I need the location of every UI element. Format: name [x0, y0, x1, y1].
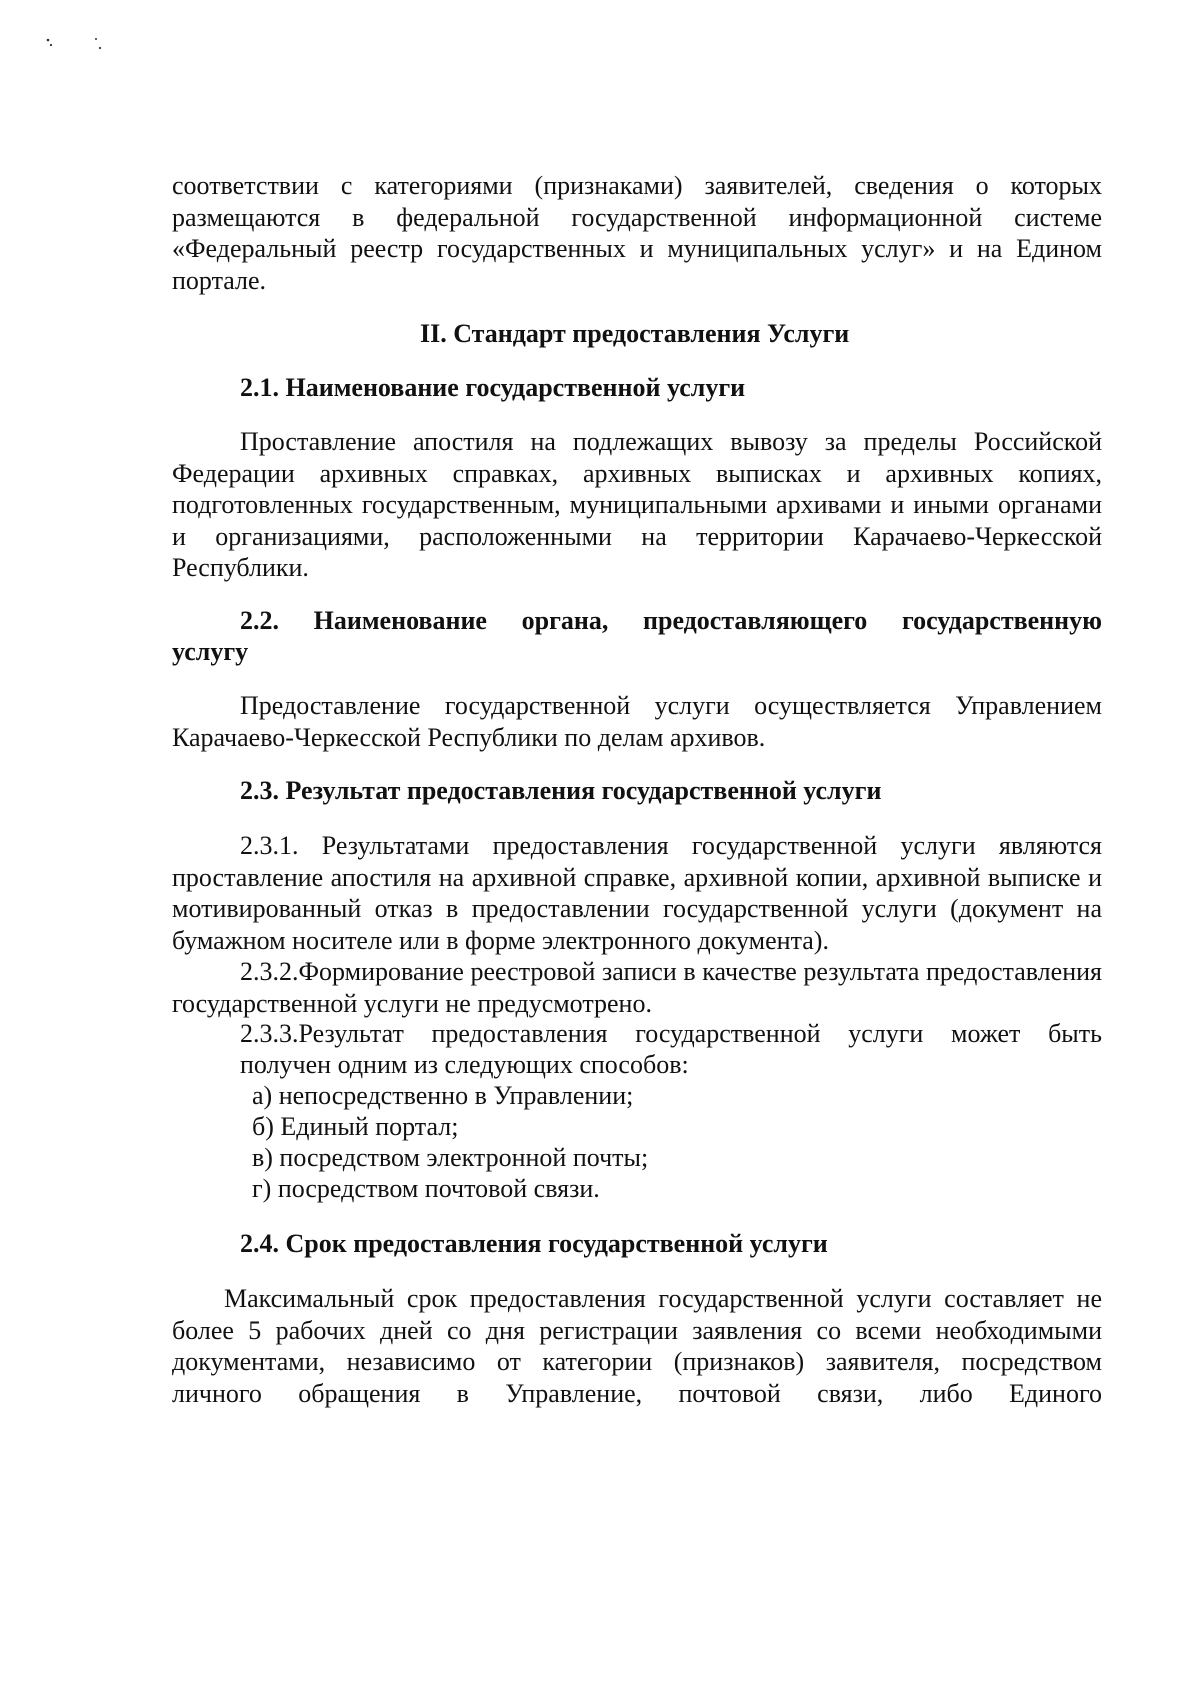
- heading-2-1: 2.1. Наименование государственной услуги: [240, 373, 746, 402]
- paragraph-2-4-block: [172, 1283, 1102, 1409]
- heading-2-2-line1: [240, 605, 1102, 637]
- intro-paragraph-block: [172, 170, 1102, 296]
- list-item: в) посредством электронной почты;: [252, 1143, 649, 1172]
- scan-dots-icon: [44, 36, 114, 56]
- paragraph-2-3-2: 2.3.2.Формирование реестровой записи в качестве результата предоставления государственной услуги не предусмотрено.: [172, 957, 1102, 1018]
- paragraph-2-1: Проставление апостиля на подлежащих вывозу за пределы Российской Федерации архивных справках, архивных выписках и архивных копиях, подготовленных государственным, муниципальными архивами и иными органами и организациями, расположенными на территории Карачаево-Черкесской Республики.: [172, 427, 1102, 582]
- section-title: II. Стандарт предоставления Услуги: [420, 319, 850, 348]
- list-item: б) Единый портал;: [252, 1112, 459, 1141]
- list-item: а) непосредственно в Управлении;: [252, 1081, 634, 1110]
- heading-2-2-line2: услугу: [172, 637, 249, 666]
- heading-2-2-line1-text: 2.2. Наименование органа, предоставляющего государственную: [240, 606, 1102, 635]
- paragraph-2-1-block: [172, 426, 1102, 584]
- paragraph-2-3-3-line2: получен одним из следующих способов:: [240, 1050, 689, 1079]
- intro-paragraph: соответствии с категориями (признаками) заявителей, сведения о которых размещаются в федеральной государственной информационной системе «Федеральный реестр государственных и муниципальных услуг» и на Едином портале.: [172, 171, 1102, 295]
- scan-artifact-marks: [44, 36, 114, 56]
- paragraph-2-3-3-line1-block: [240, 1018, 1102, 1050]
- paragraph-2-4: Максимальный срок предоставления государственной услуги составляет не более 5 рабочих дней со дня регистрации заявления со всеми необходимыми документами, независимо от категории (признаков) заявителя, посредством личного обращения в Управление, почтовой связи, либо Единого: [172, 1284, 1102, 1408]
- paragraph-2-3-3-line1: 2.3.3.Результат предоставления государственной услуги может быть: [240, 1019, 1102, 1048]
- heading-2-3: 2.3. Результат предоставления государственной услуги: [240, 776, 882, 805]
- paragraph-2-3-1-block: [172, 830, 1102, 956]
- heading-2-4: 2.4. Срок предоставления государственной услуги: [240, 1229, 828, 1258]
- paragraph-2-3-2-block: [172, 956, 1102, 1019]
- paragraph-2-2-block: [172, 690, 1102, 753]
- paragraph-2-3-1: 2.3.1. Результатами предоставления государственной услуги являются проставление апостиля на архивной справке, архивной копии, архивной выписке и мотивированный отказ в предоставлении государственной услуги (документ на бумажном носителе или в форме электронного документа).: [172, 831, 1102, 955]
- paragraph-2-2: Предоставление государственной услуги осуществляется Управлением Карачаево-Черкесской Республики по делам архивов.: [172, 691, 1102, 752]
- list-item: г) посредством почтовой связи.: [252, 1174, 600, 1203]
